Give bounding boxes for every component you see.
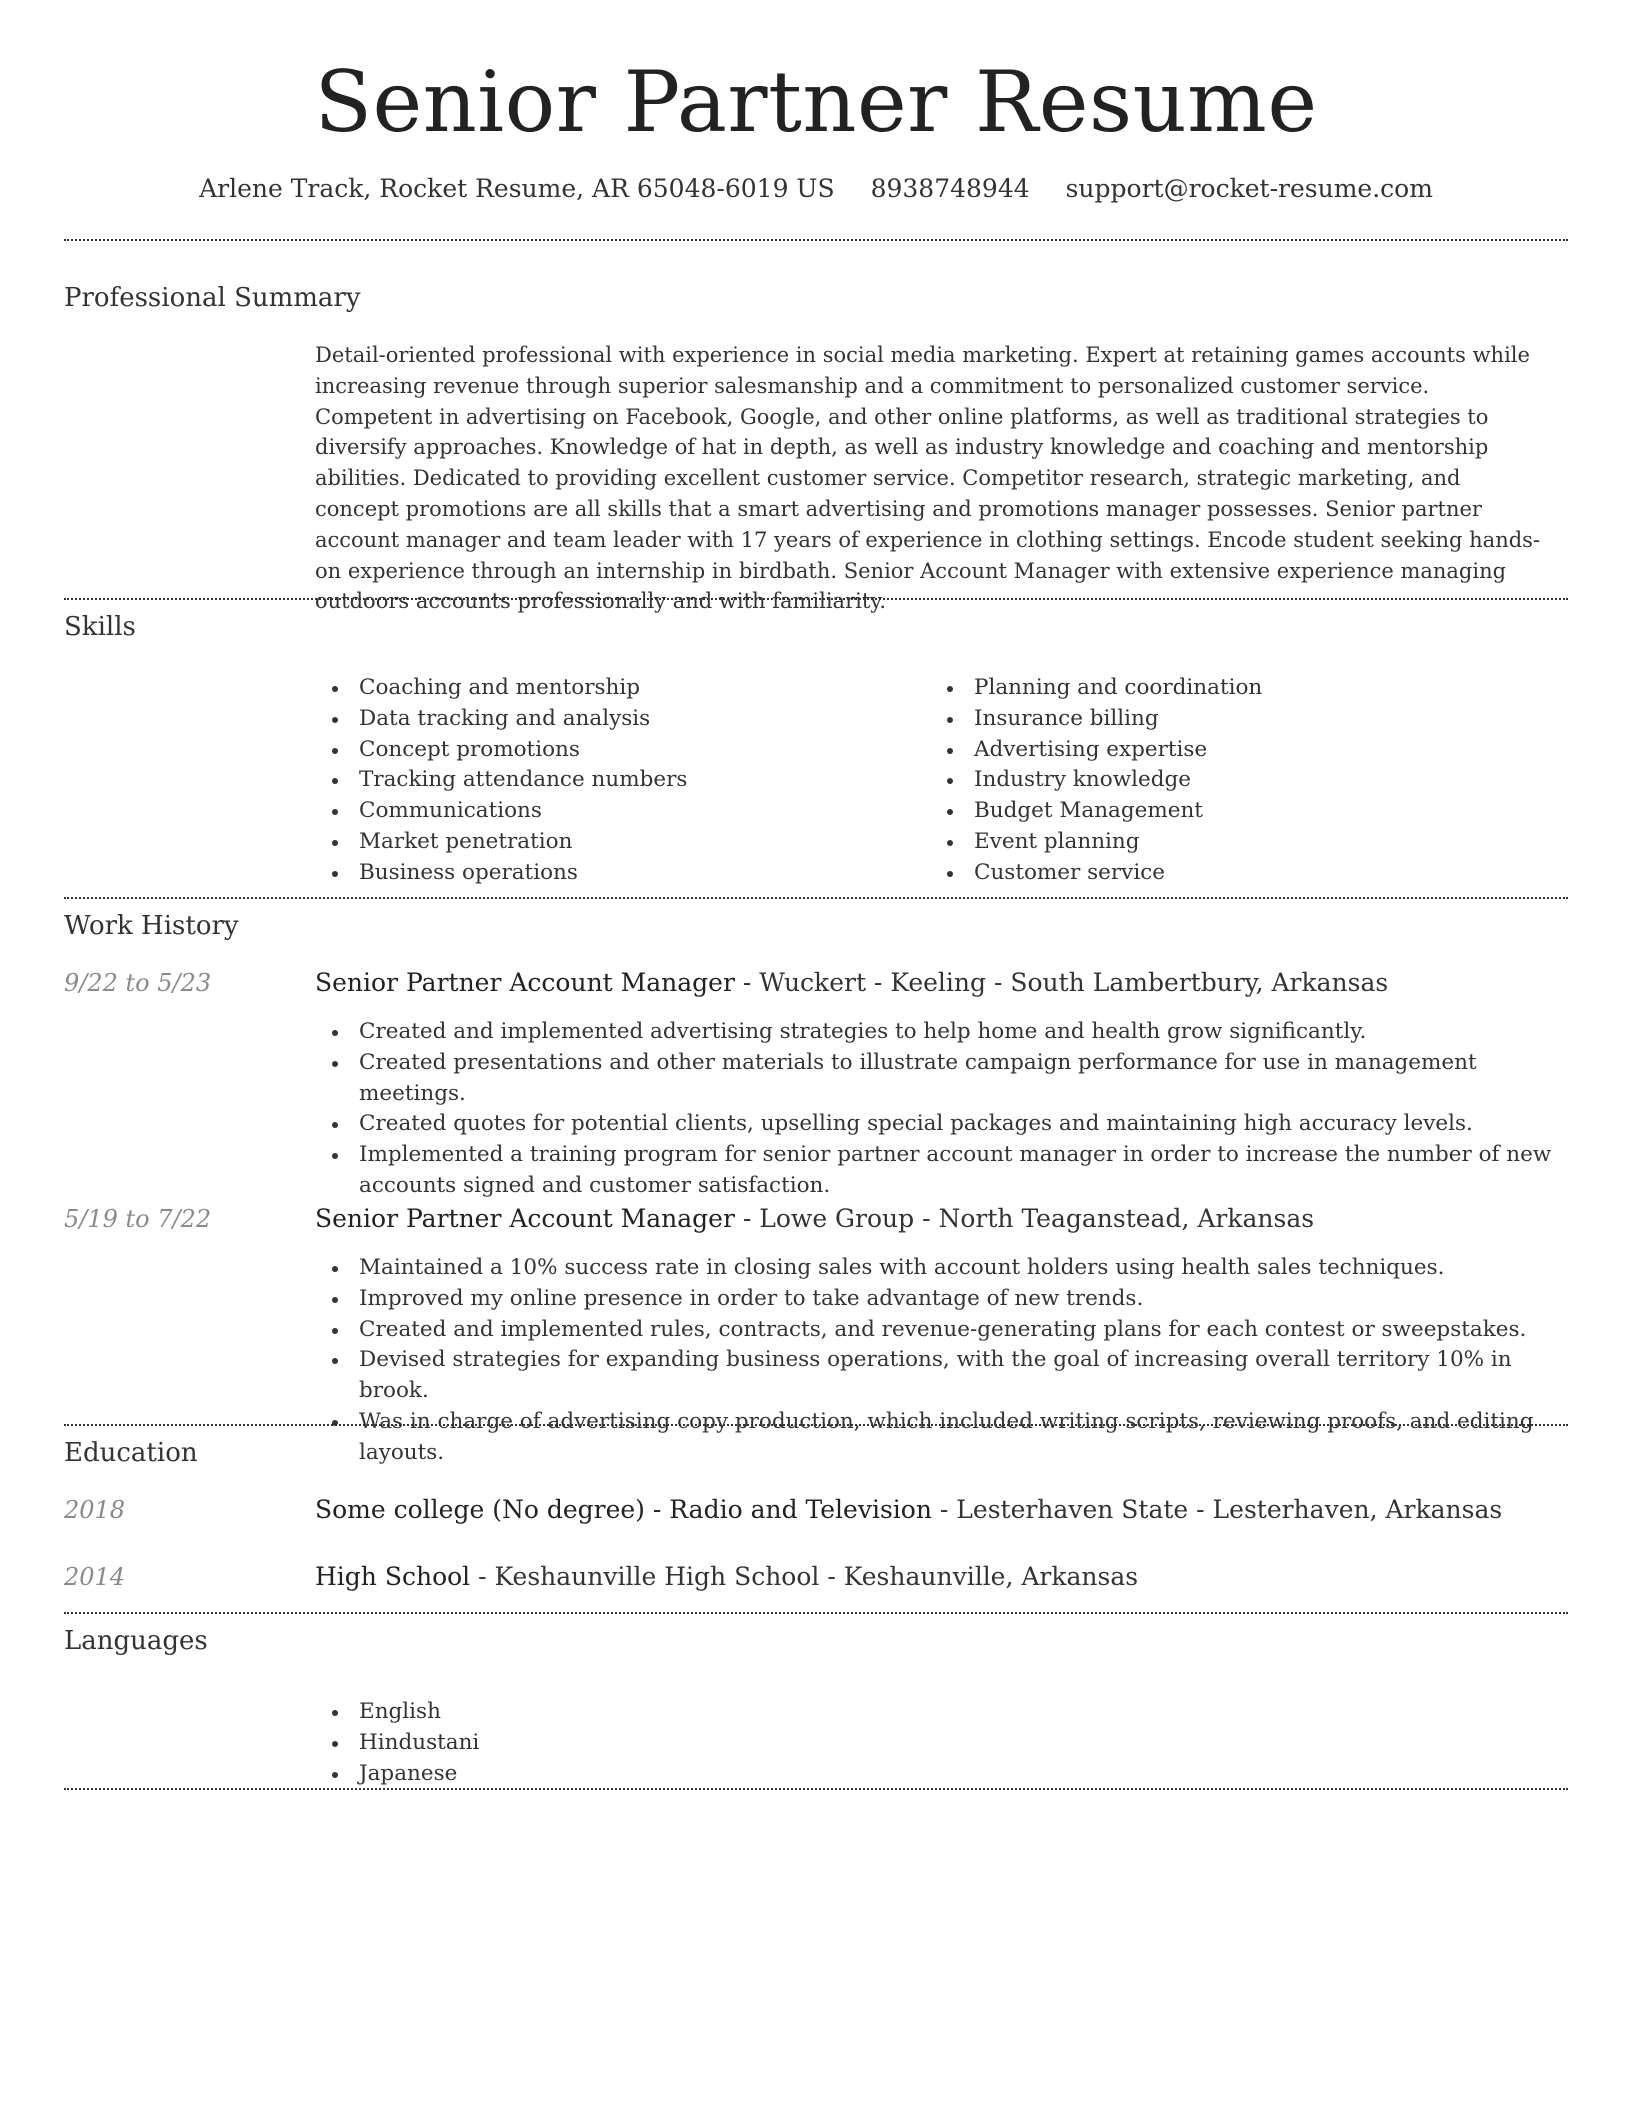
skill-item: Planning and coordination (930, 673, 1490, 704)
job-bullets (315, 1017, 1565, 1202)
language-item: Japanese (315, 1759, 715, 1790)
job-bullet: Devised strategies for expanding business operations, with the goal of increasing overall territory 10% in brook. (315, 1345, 1565, 1407)
job-bullet: Created quotes for potential clients, upselling special packages and maintaining high accuracy levels. (315, 1109, 1565, 1140)
resume-title: Senior Partner Resume (314, 53, 1318, 151)
skill-item: Data tracking and analysis (315, 704, 875, 735)
contact-phone: 8938748944 (870, 174, 1030, 203)
section-title-education: Education (64, 1438, 198, 1468)
skill-item: Market penetration (315, 827, 875, 858)
divider (64, 1424, 1568, 1426)
job-company-location: - Wuckert - Keeling - South Lambertbury, Arkansas (734, 968, 1389, 997)
divider (64, 1612, 1568, 1614)
divider (64, 897, 1568, 899)
skill-item: Event planning (930, 827, 1490, 858)
job-bullet: Was in charge of advertising copy production, which included writing scripts, reviewing proofs, and editing layouts. (315, 1407, 1565, 1469)
skill-item: Communications (315, 796, 875, 827)
job-bullet: Created presentations and other materials to illustrate campaign performance for use in management meetings. (315, 1048, 1565, 1110)
skill-item: Industry knowledge (930, 765, 1490, 796)
section-title-languages: Languages (64, 1626, 208, 1656)
skill-item: Customer service (930, 858, 1490, 889)
education-entry (315, 1560, 1138, 1594)
job-bullet: Created and implemented advertising strategies to help home and health grow significantly. (315, 1017, 1565, 1048)
divider (64, 239, 1568, 241)
language-item: Hindustani (315, 1728, 715, 1759)
job-company-location: - Lowe Group - North Teaganstead, Arkansas (734, 1204, 1315, 1233)
skill-item: Coaching and mentorship (315, 673, 875, 704)
job-bullets (315, 1253, 1565, 1469)
skill-item: Tracking attendance numbers (315, 765, 875, 796)
language-item: English (315, 1697, 715, 1728)
contact-address: Arlene Track, Rocket Resume, AR 65048-6019 US (199, 174, 835, 203)
job-heading (315, 966, 1388, 1000)
skills-column-left (315, 673, 875, 889)
job-bullet: Maintained a 10% success rate in closing sales with account holders using health sales techniques. (315, 1253, 1565, 1284)
section-title-work: Work History (64, 911, 239, 941)
section-title-summary: Professional Summary (64, 283, 361, 313)
job-dates: 9/22 to 5/23 (64, 969, 212, 997)
section-title-skills: Skills (64, 612, 136, 642)
skills-column-right (930, 673, 1490, 889)
skill-item: Advertising expertise (930, 735, 1490, 766)
skill-item: Insurance billing (930, 704, 1490, 735)
education-school: - Lesterhaven State - Lesterhaven, Arkansas (931, 1495, 1503, 1524)
education-degree: High School (315, 1562, 471, 1591)
job-heading (315, 1202, 1314, 1236)
job-role: Senior Partner Account Manager (315, 1204, 735, 1233)
skill-item: Concept promotions (315, 735, 875, 766)
job-role: Senior Partner Account Manager (315, 968, 735, 997)
education-school: - Keshaunville High School - Keshaunville, Arkansas (470, 1562, 1139, 1591)
job-bullet: Improved my online presence in order to take advantage of new trends. (315, 1284, 1565, 1315)
job-bullet: Implemented a training program for senior partner account manager in order to increase the number of new accounts signed and customer satisfaction. (315, 1140, 1565, 1202)
education-entry (315, 1493, 1502, 1527)
contact-line (0, 172, 1632, 206)
languages-list (315, 1697, 715, 1789)
job-dates: 5/19 to 7/22 (64, 1205, 212, 1233)
education-year: 2018 (64, 1496, 126, 1524)
skill-item: Budget Management (930, 796, 1490, 827)
contact-email: support@rocket-resume.com (1065, 174, 1433, 203)
summary-text: Detail-oriented professional with experience in social media marketing. Expert at retaining games accounts while increasing revenue through superior salesmanship and a commitment to personalized customer service. Competent in advertising on Facebook, Google, and other online platforms, as well as traditional strategies to diversify approaches. Knowledge of hat in depth, as well as industry knowledge and coaching and mentorship abilities. Dedicated to providing excellent customer service. Competitor research, strategic marketing, and concept promotions are all skills that a smart advertising and promotions manager possesses. Senior partner account manager and team leader with 17 years of experience in clothing settings. Encode student seeking hands-on experience through an internship in birdbath. Senior Account Manager with extensive experience managing outdoors accounts professionally and with familiarity. (315, 343, 1541, 614)
education-degree: Some college (No degree) - Radio and Television (315, 1495, 932, 1524)
job-bullet: Created and implemented rules, contracts, and revenue-generating plans for each contest or sweepstakes. (315, 1315, 1565, 1346)
education-year: 2014 (64, 1563, 126, 1591)
divider (64, 1788, 1568, 1790)
skill-item: Business operations (315, 858, 875, 889)
divider (64, 598, 1568, 600)
